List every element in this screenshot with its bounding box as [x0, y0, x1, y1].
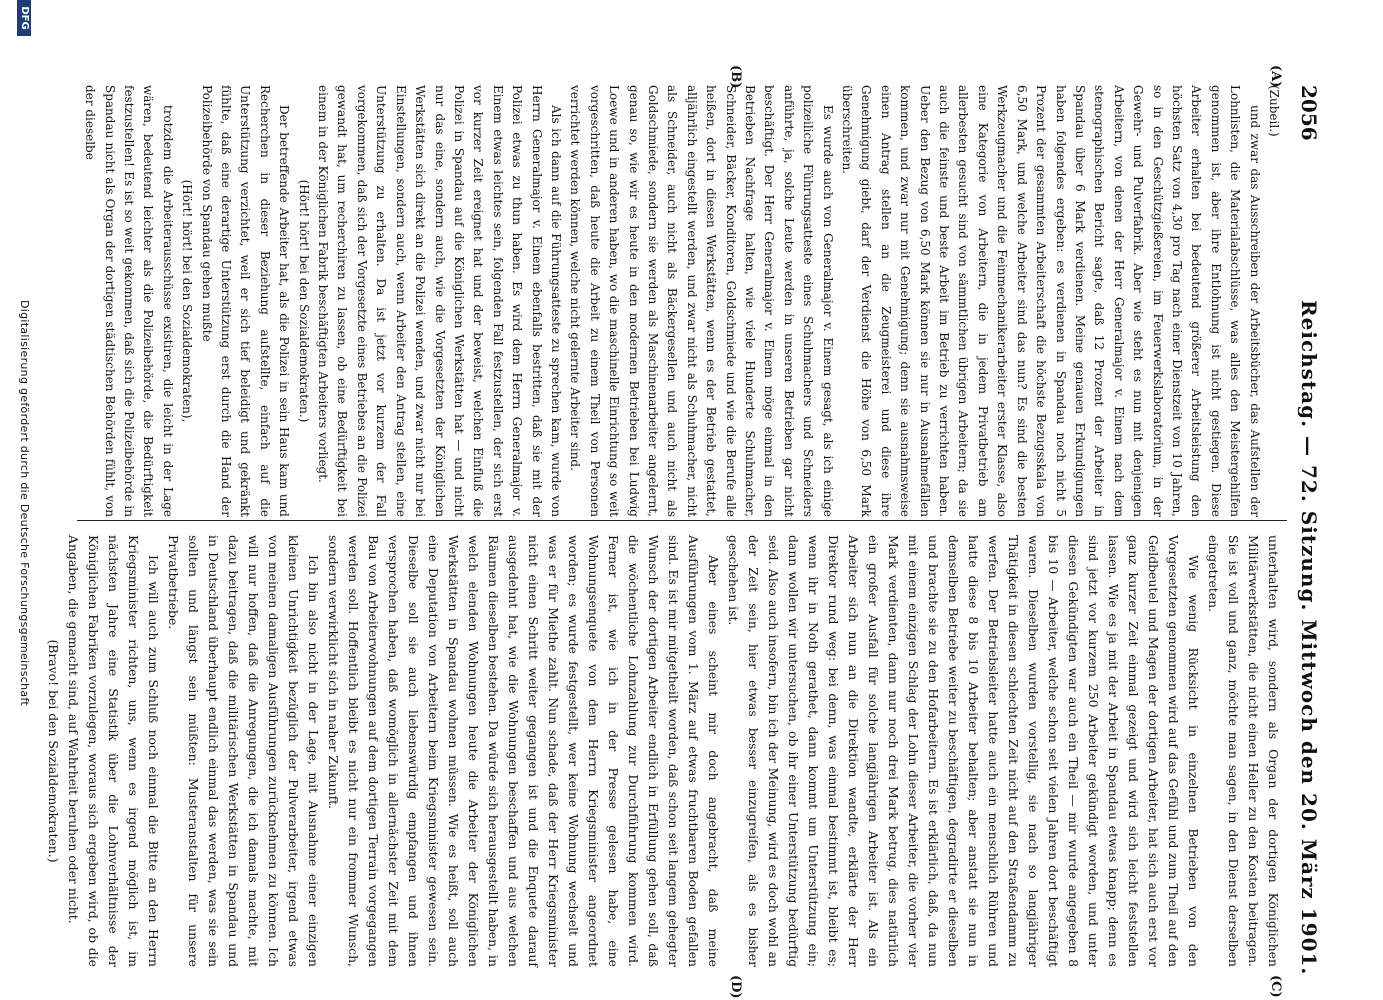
left-column — [80, 85, 1283, 517]
paragraph: Ich will auch zum Schluß noch einmal die Bitte an den Herrn Kriegsminister richten, uns, wenn es irgend möglich ist, im nächsten Jahre eine Statistik über die Lohnverhältnisse der Königlichen Fabriken vorzulegen, woraus sich ergeben wird, ob die Angaben, die gemacht sind, auf Wahrheit beruhen oder nicht. — [66, 535, 161, 967]
column-divider — [77, 520, 1287, 521]
paragraph: Aber eines scheint mir doch angebracht, daß meine Ausführungen vom 1. März auf etwas fruchtbaren Boden gefallen sind. Es ist mir mitgetheilt worden, daß schon seit langem gehegter Wunsch der dortigen Arbeiter endlich in Erfüllung gehen soll, daß die wöchentliche Lohnzahlung zur Durchführung kommen wird. Ferner ist, wie ich in der Presse gelesen habe, eine Wohnungsenquete von dem Herrn Kriegsminister angeordnet worden; es wurde festgestellt, wer keine Wohnung wechselt und was er für Miethe zahlt. Nun schade, daß der Herr Kriegsminister nicht einen Schritt weiter gegangen ist und die Enquete darauf ausgedehnt hat, wie die Wohnungen beschaffen und aus welchen Räumen dieselben bestehen. Da würde sich herausgestellt haben, in welch elenden Wohnungen heute die Arbeiter der Königlichen Werkstätten in Spandau wohnen müssen. Wie es heißt, soll auch eine Deputation von Arbeitern beim Kriegsminister gewesen sein. Dieselbe soll sie auch liebenswürdig empfangen und ihnen versprochen haben, daß womöglich in allernächster Zeit mit dem Bau von Arbeiterwohnungen auf dem dortigen Terrain vorgegangen werden soll. Hoffentlich bleibt es nicht nur ein frommer Wunsch, sondern verwirklicht sich in naher Zukunft. — [326, 535, 721, 967]
paragraph: unterhalten wird, sondern als Organ der dortigen Königlichen Militärwerkstätten, die nicht einen Heller zu den Kosten beitragen. Sie ist voll und ganz, möchte man sagen, in den Dienst derselben eingetreten. — [1206, 535, 1281, 967]
closing-interjection: (Bravo! bei den Sozialdemokraten.) — [46, 639, 61, 863]
paragraph: Es wurde auch von Generalmajor v. Einem gesagt, als ich einige polizeiliche Führungsatteste eines Schuhmachers und Schneiders anführte, ja, solche Leute werden in unseren Betrieben gar nicht beschäftigt. Der Herr Generalmajor v. Einem möge einmal in den Betrieben Nachfrage halten, wie viele Hunderte Schuhmacher, Schneider, Bäcker, Konditoren, Goldschmiede und wie die Berufe alle heißen, dort in diesen Werkstätten, wenn es der Betrieb gestattet, alljährlich eingestellt werden, und zwar nicht als Schuhmacher, nicht als Schneider, auch nicht als Bäckergesellen und auch nicht als Goldschmiede, sondern sie werden als Maschinenarbeiter angelernt, genau so, wie wir es heute in den modernen Betrieben bei Ludwig Loewe und in anderen haben, wo die maschinelle Einrichtung so weit vorgeschritten, daß heute die Arbeit zu einem Theil von Personen verrichtet werden können, welche nicht gelernte Arbeiter sind. — [568, 85, 835, 517]
paragraph: Wie wenig Rücksicht in einzelnen Betrieben von den Vorgesetzten genommen wird auf das Gefühl und zum Theil auf den Geldbeutel und Magen der dortigen Arbeiter, hat sich auch erst vor ganz kurzer Zeit einmal gezeigt und wird sich leicht feststellen lassen. Wie es ja mit der Arbeit in Spandau etwas knapp; denn es sind jetzt vor kurzem 250 Arbeiter gekündigt worden, und unter diesen Gekündigten war auch ein Theil — mir wurde angegeben 8 bis 10 — Arbeiter, welche schon seit vielen Jahren dort beschäftigt waren. Dieselben wurden vorstellig, sie nach so langjähriger Thätigkeit in diesen schlechten Zeit nicht auf den Straßendamm zu werfen. Der Betriebsleiter hatte auch ein menschlich Rühren und hatte diese 8 bis 10 Arbeiter behalten; aber anstatt sie nun in demselben Betriebe weiter zu beschäftigen, degradirte er dieselben und brachte sie zu den Hofarbeitern. Es ist erklärlich, daß, da nun mit einem einzigen Schlag der Lohn dieser Arbeiter, die vorher vier Mark verdienten, dann nur noch drei Mark betrug, dies natürlich ein großer Ausfall für solche langjährigen Arbeiter ist. Als ein Arbeiter sich nun an die Direktion wandte, erklärte der Herr Direktor rund weg: bei denn, was einmal bestimmt ist, bleibt es; wenn ihr in Noth gerathet, dann kommt um Unterstützung ein; dann wollen wir untersuchen, ob ihr einer Unterstützung bedürftig seid. Also auch insofern, bin ich der Meinung, wird es doch wohl an der Zeit sein, hier etwas besser einzugreifen, als es bisher geschehen ist. — [726, 535, 1201, 967]
margin-marker-a: (A) — [1268, 65, 1283, 88]
running-title: Reichstag. — 72. Sitzung. Mittwoch den 20. März 1901. — [1297, 300, 1321, 976]
paragraph: trotzdem die Arbeiterausschüsse existiren, die leicht in der Lage wären, bedeutend leichter als die Polizeibehörde, die Bedürftigkeit festzustellen! Es ist so weit gekommen, daß sich die Polizeibehörde in Spandau nicht als Organ der dortigen städtischen Behörden fühlt, von der dieselbe — [83, 85, 175, 517]
interjection: (Hört! hört! bei den Sozialdemokraten), — [180, 179, 195, 423]
margin-marker-d: (D) — [728, 975, 743, 999]
speaker-name: (Zubeil.) — [1267, 85, 1281, 137]
right-column — [43, 535, 1283, 967]
margin-marker-c: (C) — [1268, 975, 1283, 998]
paragraph: Der betreffende Arbeiter hat, als die Polizei in sein Haus kam und Recherchen in dieser Beziehung aufstellte, einfach auf die Unterstützung verzichtet, weil er sich tief beleidigt und gekränkt fühlte, daß eine derartige Unterstützung erst durch die Hand der Polizeibehörde von Spandau gehen mußte — [199, 85, 292, 517]
margin-marker-b: (B) — [728, 65, 743, 89]
digitization-credit: Digitalisierung gefördert durch die Deutsche Forschungsgemeinschaft — [18, 300, 31, 707]
paragraph: Als ich dann auf die Führungsatteste zu sprechen kam, wurde von Herrn Generalmajor v. Einem ebenfalls bestritten, daß sie mit der Polizei etwas zu thun haben. Es wird dem Herrn Generalmajor v. Einem etwas leichtes sein, folgenden Fall festzustellen, der sich erst vor kurzer Zeit ereignet hat und der beweist, welchen Einfluß die Polizei in Spandau auf die Königlichen Werkstätten hat — und nicht nur das eine, sondern auch, wie die Vorgesetzten der Königlichen Werkstätten sich direkt an die Polizei wenden, und zwar nicht nur bei Einstellungen, sondern auch, wenn Arbeiter den Antrag stellen, eine Unterstützung zu erhalten. Da ist jetzt vor kurzem der Fall vorgekommen, daß sich der Vorgesetzte eines Betriebes an die Polizei gewandt hat, um recherchiren zu lassen, ob eine Bedürftigkeit bei einem in der Königlichen Fabrik beschäftigten Arbeiters vorliegt. — [316, 85, 563, 517]
page-number: 2056 — [1297, 85, 1321, 141]
paragraph: Ich bin also nicht in der Lage, mit Ausnahme einer einzigen kleinen Unrichtigkeit bezüglich der Pulverarbeiter, irgend etwas von meinen damaligen Ausführungen zurücknehmen zu können. Ich will nur hoffen, daß die Anregungen, die ich damals machte, mit dazu beitragen, daß die militärischen Werkstätten in Spandau und in Deutschland überhaupt endlich einmal das werden, was sie sein sollten und längst sein müßten: Musteranstalten für unsere Privatbetriebe. — [166, 535, 321, 967]
interjection: (Hört! hört! bei den Sozialdemokraten.) — [296, 179, 311, 423]
paragraph: und zwar das Ausschreiben der Arbeitsbücher, das Aufstellen der Lohnlisten, die Materialabschlüsse, was alles den Meistergehilfen genommen ist, aber ihre Entlohnung ist nicht gestiegen. Diese Arbeiter erhalten bei bedeutend größerer Arbeitsleistung den höchsten Satz von 4,30 pro Tag nach einer Dienstzeit von 10 Jahren, so in den Geschützgießereien, im Feuerwerkslaboratorium, in der Gewehr- und Pulverfabrik. Aber wie steht es nun mit denjenigen Arbeitern, von denen der Herr Generalmajor v. Einem nach dem stenographischen Bericht sagte, daß 12 Prozent der Arbeiter in Spandau über 6 Mark verdienen. Meine genauen Erkundigungen haben folgendes ergeben: es verdienen in Spandau noch nicht 5 Prozent der gesammten Arbeiterschaft die höchste Bezugsskala von 6,50 Mark, und welche Arbeiter sind das nun? Es sind die besten Werkzeugmacher und die Feinmechanikerarbeiter erster Klasse, also eine Kategorie von Arbeitern, die in jedem Privatbetrieb am allerbesten gesucht sind von sämmtlichen übrigen Arbeitern; da sie auch die feinste und beste Arbeit im Betrieb zu verrichten haben. Ueber den Bezug von 6,50 Mark können sie nur in Ausnahmefällen kommen, und zwar nur mit Genehmigung; denn sie ausnahmsweise einen Antrag stellen an die Zeugmeisterei und diese ihre Genehmigung giebt, darf der Verdienst die Höhe von 6,50 Mark überschreiten. — [840, 85, 1262, 517]
dfg-logo: DFG — [17, 0, 31, 36]
